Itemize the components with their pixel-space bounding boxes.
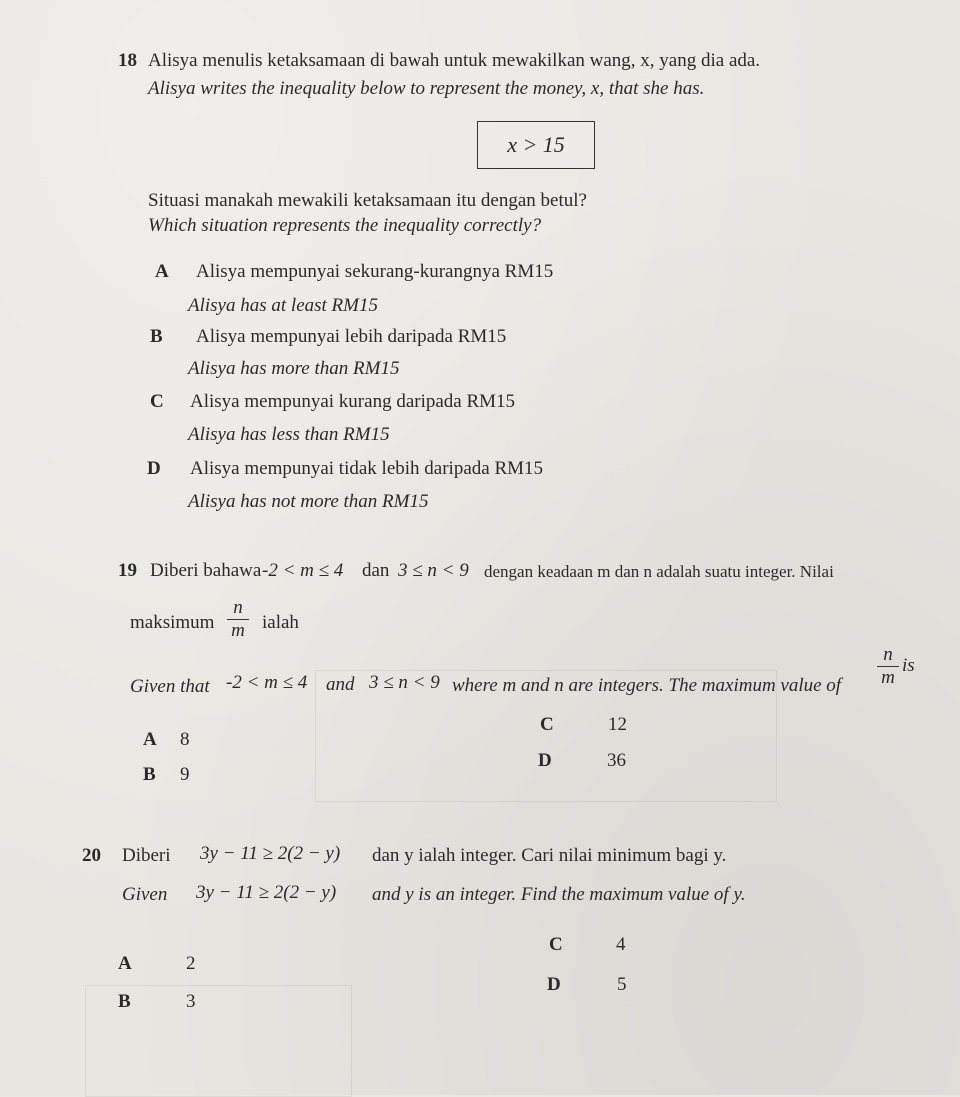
fraction-n-over-m-english (877, 645, 899, 688)
fraction-numerator: n (233, 597, 243, 618)
given-label-english: Given that (130, 676, 210, 697)
option-letter: C (549, 934, 563, 955)
option-value: 9 (180, 764, 190, 785)
option-letter: B (143, 764, 156, 785)
question-text-malay: Alisya menulis ketaksamaan di bawah untuk mewakilkan wang, x, yang dia ada. (148, 50, 761, 71)
option-letter: D (147, 458, 161, 479)
question-text-english: and y is an integer. Find the maximum value of y. (372, 884, 746, 905)
option-text-malay: Alisya mempunyai tidak lebih daripada RM15 (190, 458, 544, 479)
option-letter: C (150, 391, 164, 412)
option-value: 36 (607, 750, 626, 771)
given-label-malay: Diberi (122, 845, 171, 866)
condition-m-english: -2 < m ≤ 4 (226, 672, 308, 693)
option-value: 3 (186, 991, 196, 1012)
condition-m: -2 < m ≤ 4 (262, 560, 344, 581)
question-text-malay: dengan keadaan m dan n adalah suatu integer. Nilai (484, 562, 834, 581)
option-letter: A (155, 261, 169, 282)
question-text-english: where m and n are integers. The maximum value of (452, 675, 842, 696)
condition-n-english: 3 ≤ n < 9 (369, 672, 440, 693)
option-value: 8 (180, 729, 190, 750)
ialah-label: ialah (262, 612, 299, 633)
given-label-english: Given (122, 884, 168, 905)
option-text-malay: Alisya mempunyai kurang daripada RM15 (190, 391, 516, 412)
option-text-malay: Alisya mempunyai lebih daripada RM15 (196, 326, 507, 347)
question-ask-english: Which situation represents the inequality correctly? (148, 215, 542, 236)
option-letter: C (540, 714, 554, 735)
question-number: 19 (118, 560, 137, 581)
option-text-english: Alisya has more than RM15 (188, 358, 400, 379)
question-number: 18 (118, 50, 137, 71)
option-letter: D (547, 974, 561, 995)
fraction-numerator: n (883, 644, 893, 665)
condition-n: 3 ≤ n < 9 (398, 560, 469, 581)
option-letter: A (118, 953, 132, 974)
inequality-expression: 3y − 11 ≥ 2(2 − y) (200, 843, 341, 864)
option-letter: D (538, 750, 552, 771)
inequality: x > 15 (507, 132, 565, 157)
option-letter: A (143, 729, 157, 750)
and-label: and (326, 674, 355, 695)
fraction-n-over-m (227, 598, 249, 641)
option-value: 2 (186, 953, 196, 974)
maksimum-label: maksimum (130, 612, 215, 633)
fraction-denominator: m (231, 620, 245, 641)
inequality-expression-english: 3y − 11 ≥ 2(2 − y) (196, 882, 337, 903)
option-text-malay: Alisya mempunyai sekurang-kurangnya RM15 (196, 261, 554, 282)
option-value: 5 (617, 974, 627, 995)
option-text-english: Alisya has at least RM15 (188, 295, 378, 316)
inequality-box (477, 121, 595, 169)
option-text-english: Alisya has less than RM15 (188, 424, 390, 445)
fraction-denominator: m (881, 667, 895, 688)
option-value: 12 (608, 714, 627, 735)
question-ask-malay: Situasi manakah mewakili ketaksamaan itu dengan betul? (148, 190, 587, 211)
option-letter: B (118, 991, 131, 1012)
question-number: 20 (82, 845, 101, 866)
given-label-malay: Diberi bahawa (150, 560, 262, 581)
is-label: is (902, 655, 915, 676)
option-letter: B (150, 326, 163, 347)
option-text-english: Alisya has not more than RM15 (188, 491, 429, 512)
question-text-english: Alisya writes the inequality below to represent the money, x, that she has. (148, 78, 705, 99)
dan-label: dan (362, 560, 390, 581)
option-value: 4 (616, 934, 626, 955)
question-text-malay: dan y ialah integer. Cari nilai minimum bagi y. (372, 845, 727, 866)
